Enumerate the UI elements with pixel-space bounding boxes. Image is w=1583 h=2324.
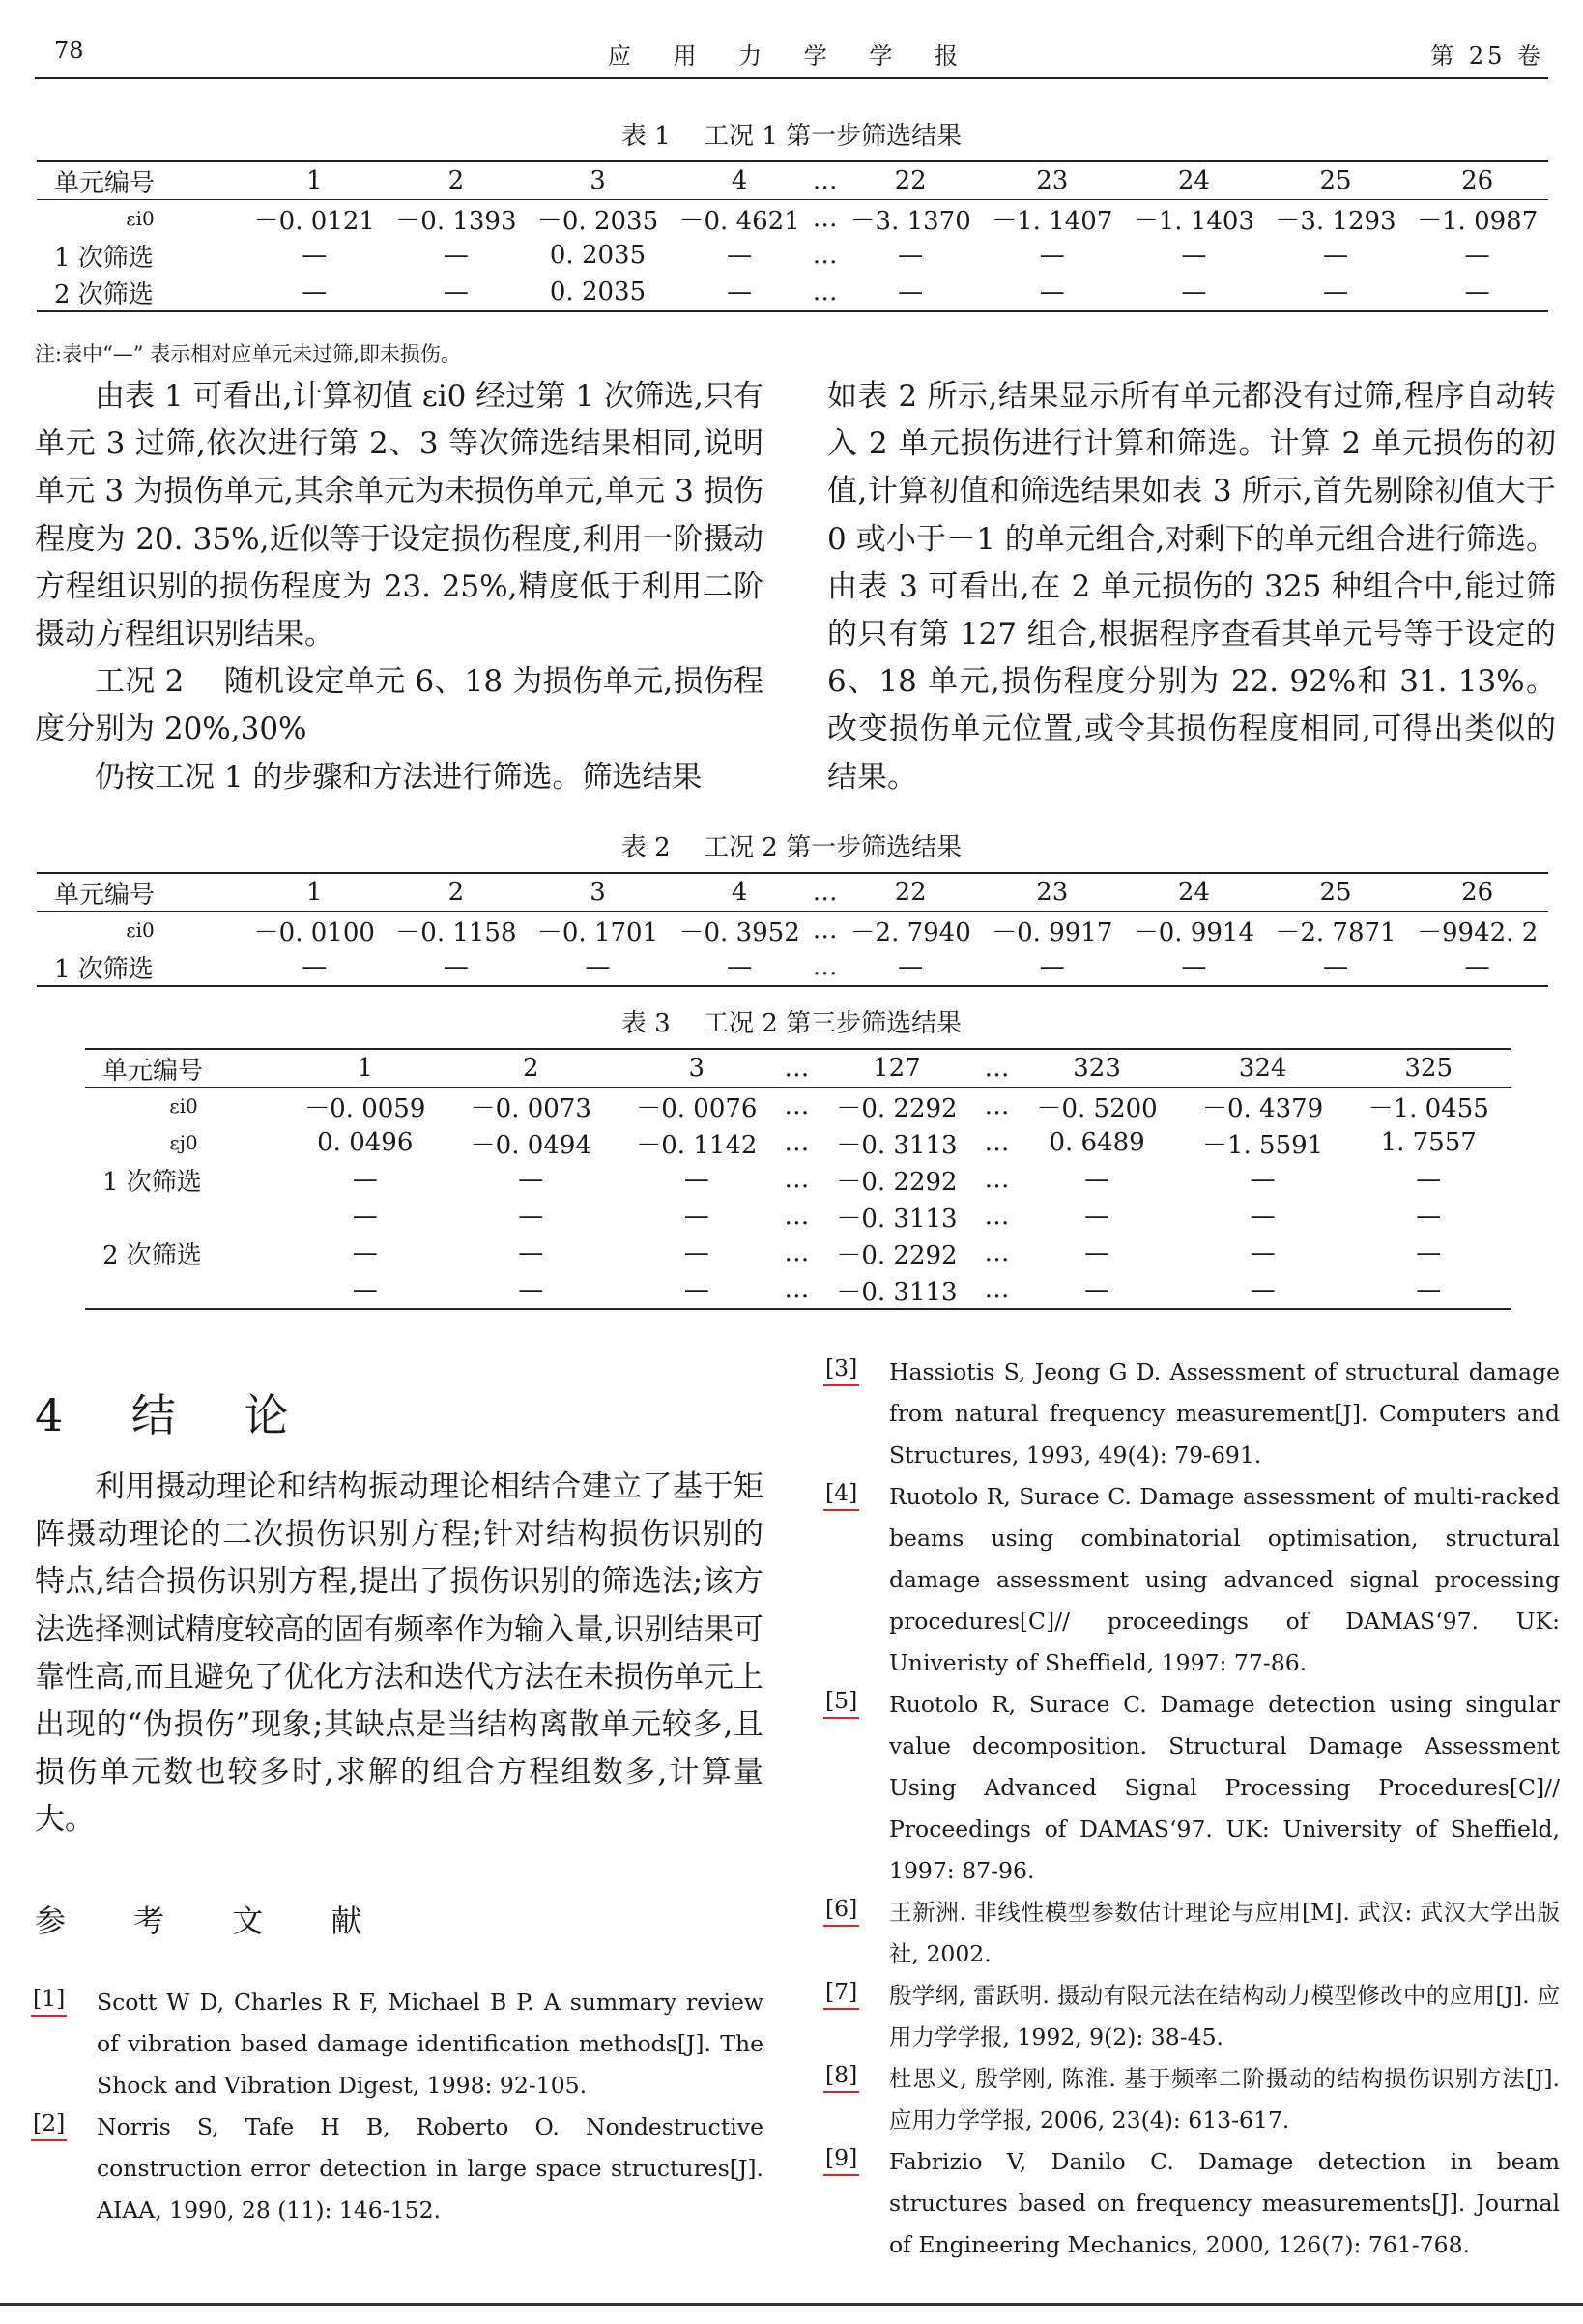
table-cell: — [683, 1275, 709, 1304]
table-cell: －0. 0121 [253, 206, 375, 236]
table-cell: －0. 2035 [536, 206, 659, 236]
table-header-cell: 1 [244, 873, 386, 912]
table-cell: — [352, 1165, 378, 1194]
table-cell: －1. 0455 [1367, 1093, 1489, 1123]
paragraph: 仍按工况 1 的步骤和方法进行筛选。筛选结果 [95, 759, 703, 795]
table-cell [85, 1271, 282, 1309]
table-header-cell: 23 [981, 873, 1123, 912]
table-cell: －0. 3113 [836, 1204, 958, 1234]
table-cell: — [1039, 277, 1065, 306]
table-cell: — [898, 241, 924, 270]
table-cell: －1. 0987 [1417, 206, 1539, 236]
table1-note: 注:表中“—” 表示相对应单元未过筛,即未损伤。 [35, 342, 461, 365]
table-header-cell: … [810, 873, 839, 912]
table-cell: — [1039, 952, 1065, 981]
table-header-row [37, 161, 1548, 200]
table-cell: — [1250, 1238, 1276, 1267]
table-cell: — [1181, 241, 1207, 270]
table-header-cell: 22 [840, 161, 982, 200]
table-cell: — [1416, 1165, 1442, 1194]
table-row [85, 1161, 1511, 1198]
table-cell: －0. 2292 [836, 1240, 958, 1270]
table-cell: －0. 0073 [470, 1093, 591, 1123]
table-cell: 1 次筛选 [54, 954, 154, 984]
table-header-cell: 1 [244, 161, 386, 200]
table-header-cell: 3 [527, 161, 669, 200]
table1-caption: 表 1 工况 1 第一步筛选结果 [620, 122, 963, 151]
table-cell: －0. 4621 [678, 206, 800, 236]
volume-label: 第 25 卷 [1430, 43, 1544, 70]
reference-text: Ruotolo R, Surace C. Damage detection using singular value decomposition. Structural Damage Assessment Using Advanced Signal Processing Procedures[C]// Proceedings of DAMAS‘97. UK: University of Sheffield, 1997: 87-96. [889, 1691, 1560, 1884]
table-row [85, 1235, 1511, 1271]
table-cell: －0. 3113 [836, 1277, 958, 1307]
table-cell: －0. 0076 [636, 1093, 758, 1123]
table-cell: — [1322, 952, 1348, 981]
section-heading: 4 结 论 [35, 1389, 316, 1441]
table-header-cell: 26 [1406, 161, 1548, 200]
paragraph: 工况 2 随机设定单元 6、18 为损伤单元,损伤程度分别为 20%,30% [35, 664, 763, 747]
running-header [35, 35, 1548, 73]
table-cell: — [683, 1238, 709, 1267]
table-cell: — [585, 952, 611, 981]
reference-item [823, 2058, 1560, 2141]
table-header-cell: … [810, 161, 839, 200]
reference-text: 殷学纲, 雷跃明. 摄动有限元法在结构动力模型修改中的应用[J]. 应用力学学报, 1992, 9(2): 38-45. [889, 1982, 1560, 2050]
table-cell: 2 次筛选 [54, 279, 154, 309]
table-cell: … [784, 1238, 810, 1267]
table-cell: －0. 9917 [992, 917, 1113, 947]
table-cell: －1. 5591 [1201, 1130, 1324, 1160]
table-cell: … [812, 277, 838, 306]
table-header-cell: 3 [527, 873, 669, 912]
table-cell: … [784, 1202, 810, 1231]
table-cell: 1 次筛选 [102, 1167, 202, 1197]
table-cell: … [812, 915, 838, 944]
table-cell: 0. 0496 [317, 1128, 414, 1157]
table-header-cell: … [780, 1049, 815, 1088]
table-header-row [85, 1049, 1511, 1088]
table-header-cell: 2 [386, 873, 528, 912]
table-header-row [37, 873, 1548, 912]
reference-number[interactable]: [6] [823, 1892, 859, 1927]
table-header-cell: 单元编号 [37, 161, 244, 200]
references-right [823, 1351, 1560, 2266]
page-bottom-rule [0, 2303, 1583, 2306]
table-row [37, 912, 1548, 949]
table-header-cell: 323 [1014, 1049, 1180, 1088]
table-cell: εi0 [169, 1094, 198, 1118]
table-cell: －3. 1370 [849, 206, 971, 236]
table-cell: 2 次筛选 [102, 1240, 202, 1270]
table-header-cell: 24 [1123, 161, 1265, 200]
table-cell: －0. 1158 [395, 917, 517, 947]
table-row [85, 1088, 1511, 1125]
table-cell: — [518, 1202, 544, 1231]
table-header-cell: 单元编号 [85, 1049, 282, 1088]
table-cell: －0. 5200 [1036, 1093, 1158, 1123]
reference-number[interactable]: [1] [31, 1982, 67, 2017]
table-cell: －9942. 2 [1417, 917, 1539, 947]
table-cell: — [1250, 1275, 1276, 1304]
table-cell: … [984, 1202, 1010, 1231]
table-cell: — [1464, 241, 1490, 270]
table-header-cell: … [980, 1049, 1015, 1088]
table-cell: — [1416, 1275, 1442, 1304]
reference-text: 王新洲. 非线性模型参数估计理论与应用[M]. 武汉: 武汉大学出版社, 2002. [889, 1899, 1560, 1967]
table-header-cell: 127 [814, 1049, 980, 1088]
header-rule [35, 77, 1548, 79]
table-cell: －0. 3952 [678, 917, 800, 947]
reference-item [823, 1684, 1560, 1892]
table-header-cell: 3 [614, 1049, 780, 1088]
reference-text: Scott W D, Charles R F, Michael B P. A summary review of vibration based damage identification methods[J]. The Shock and Vibration Digest, 1998: 92-105. [97, 1989, 763, 2099]
table-cell: －1. 1403 [1133, 206, 1254, 236]
table-header-cell: 1 [282, 1049, 448, 1088]
table-cell: －0. 2292 [836, 1167, 958, 1197]
table-cell: … [784, 1275, 810, 1304]
table-cell: — [1250, 1165, 1276, 1194]
table-cell: … [812, 241, 838, 270]
left-column [35, 373, 763, 801]
references-heading: 参 考 文 献 [35, 1903, 391, 1939]
table-cell: — [1084, 1165, 1110, 1194]
table-cell: 0. 2035 [549, 277, 647, 306]
table-cell: 1 次筛选 [54, 243, 154, 273]
table-cell: — [352, 1275, 378, 1304]
table-header-cell: 24 [1123, 873, 1265, 912]
paragraph: 由表 1 可看出,计算初值 εi0 经过第 1 次筛选,只有单元 3 过筛,依次进行第 2、3 等次筛选结果相同,说明单元 3 为损伤单元,其余单元为未损伤单元,单元 3 损伤程度为 20. 35%,近似等于设定损伤程度,利用一阶摄动方程组识别的损伤程度为 23. 25%,精度低于利用二阶摄动方程组识别结果。 [35, 379, 763, 653]
table-row [37, 200, 1548, 238]
reference-text: 杜思义, 殷学刚, 陈淮. 基于频率二阶摄动的结构损伤识别方法[J]. 应用力学学报, 2006, 23(4): 613-617. [889, 2065, 1560, 2134]
table-cell: — [1250, 1202, 1276, 1231]
table2-caption: 表 2 工况 2 第一步筛选结果 [620, 833, 963, 862]
table-cell: — [727, 277, 753, 306]
reference-item [823, 1351, 1560, 1476]
table-cell: — [1322, 241, 1348, 270]
table3-caption: 表 3 工况 2 第三步筛选结果 [620, 1009, 963, 1038]
table-header-cell: 324 [1180, 1049, 1346, 1088]
table-cell: — [302, 241, 328, 270]
table-cell: — [518, 1238, 544, 1267]
table-cell: －0. 4379 [1201, 1093, 1324, 1123]
table-cell: — [898, 277, 924, 306]
table-cell: — [1084, 1202, 1110, 1231]
reference-number[interactable]: [7] [823, 1975, 859, 2010]
table-cell: — [352, 1238, 378, 1267]
table-cell: εj0 [169, 1131, 198, 1154]
table-cell: －0. 3113 [836, 1130, 958, 1160]
table-cell: — [683, 1165, 709, 1194]
paragraph: 利用摄动理论和结构振动理论相结合建立了基于矩阵摄动理论的二次损伤识别方程;针对结构损伤识别的特点,结合损伤识别方程,提出了损伤识别的筛选法;该方法选择测试精度较高的固有频率作为输入量,识别结果可靠性高,而且避免了优化方法和迭代方法在未损伤单元上出现的“伪损伤”现象;其缺点是当结构离散单元较多,且损伤单元数也较多时,求解的组合方程组数多,计算量大。 [35, 1469, 763, 1838]
table-header-cell: 25 [1265, 873, 1407, 912]
table-header-cell: 23 [981, 161, 1123, 200]
table-cell: … [812, 952, 838, 981]
table-header-cell: 2 [448, 1049, 615, 1088]
table-cell: －0. 1701 [536, 917, 659, 947]
reference-number[interactable]: [3] [823, 1351, 859, 1386]
reference-number[interactable]: [2] [31, 2106, 67, 2141]
table-cell: — [443, 952, 469, 981]
table-cell: — [727, 952, 753, 981]
reference-text: Ruotolo R, Surace C. Damage assessment of multi-racked beams using combinatorial optimisation, structural damage assessment using advanced signal processing procedures[C]// proceedings of DAMAS‘97. UK: Univeristy of Sheffield, 1997: 77-86. [889, 1483, 1560, 1676]
reference-item [31, 2106, 763, 2231]
table-row [37, 948, 1548, 986]
table-cell: … [984, 1165, 1010, 1194]
right-column [827, 373, 1556, 801]
table-cell: — [1181, 952, 1207, 981]
table-cell: — [302, 952, 328, 981]
reference-number[interactable]: [8] [823, 2058, 859, 2093]
table-cell: … [784, 1128, 810, 1157]
table-cell: — [302, 277, 328, 306]
table-cell: －0. 1393 [395, 206, 517, 236]
table-header-cell: 325 [1345, 1049, 1511, 1088]
page-number: 78 [54, 37, 84, 64]
table-cell: — [1084, 1275, 1110, 1304]
journal-title: 应 用 力 学 学 报 [607, 43, 976, 70]
table-cell: — [1039, 241, 1065, 270]
table-cell: — [727, 241, 753, 270]
reference-item [823, 2141, 1560, 2266]
table-header-cell: 4 [669, 161, 811, 200]
table-cell: … [784, 1165, 810, 1194]
table-cell: －1. 1407 [992, 206, 1113, 236]
table-row [85, 1198, 1511, 1235]
table-cell: －3. 1293 [1275, 206, 1396, 236]
reference-item [31, 1982, 763, 2106]
table1 [37, 160, 1548, 312]
table-header-cell: 4 [669, 873, 811, 912]
table-cell: — [1464, 952, 1490, 981]
table-row [85, 1124, 1511, 1161]
table-cell: — [1322, 277, 1348, 306]
table-cell: — [518, 1165, 544, 1194]
table3 [85, 1048, 1511, 1310]
table-cell: — [443, 241, 469, 270]
table-cell: — [1416, 1238, 1442, 1267]
table-cell: －0. 0100 [253, 917, 375, 947]
table-cell: — [1416, 1202, 1442, 1231]
table-cell: — [683, 1202, 709, 1231]
table-cell: －0. 1142 [636, 1130, 758, 1160]
table-row [37, 274, 1548, 311]
table-cell: — [1084, 1238, 1110, 1267]
reference-item [823, 1892, 1560, 1975]
conclusion-body [35, 1464, 763, 1845]
table-cell: 0. 2035 [549, 241, 647, 270]
table-cell: — [352, 1202, 378, 1231]
table-cell: — [518, 1275, 544, 1304]
table-cell: — [898, 952, 924, 981]
reference-number[interactable]: [9] [823, 2141, 859, 2176]
table-row [85, 1271, 1511, 1309]
reference-text: Fabrizio V, Danilo C. Damage detection in beam structures based on frequency measurements[J]. Journal of Engineering Mechanics, 2000, 126(7): 761-768. [889, 2148, 1560, 2258]
table-header-cell: 单元编号 [37, 873, 244, 912]
reference-text: Hassiotis S, Jeong G D. Assessment of structural damage from natural frequency measurement[J]. Computers and Structures, 1993, 49(4): 79-691. [889, 1358, 1560, 1468]
table-cell: … [984, 1128, 1010, 1157]
reference-number[interactable]: [5] [823, 1684, 859, 1719]
table-cell: … [984, 1275, 1010, 1304]
table-cell: －0. 0059 [304, 1093, 426, 1123]
table-cell: 1. 7557 [1380, 1128, 1477, 1157]
table-cell: εi0 [126, 918, 155, 942]
table-cell: －2. 7871 [1275, 917, 1396, 947]
table-header-cell: 26 [1406, 873, 1548, 912]
table-header-cell: 22 [840, 873, 982, 912]
reference-text: Norris S, Tafe H B, Roberto O. Nondestructive construction error detection in large space structures[J]. AIAA, 1990, 28 (11): 146-152. [97, 2113, 763, 2223]
paragraph: 如表 2 所示,结果显示所有单元都没有过筛,程序自动转入 2 单元损伤进行计算和筛选。计算 2 单元损伤的初值,计算初值和筛选结果如表 3 所示,首先剔除初值大于 0 或小于－1 的单元组合,对剩下的单元组合进行筛选。由表 3 可看出,在 2 单元损伤的 325 种组合中,能过筛的只有第 127 组合,根据程序查看其单元号等于设定的 6、18 单元,损伤程度分别为 22. 92%和 31. 13%。改变损伤单元位置,或令其损伤程度相同,可得出类似的结果。 [827, 379, 1556, 795]
table-cell [85, 1198, 282, 1235]
table-cell: … [984, 1091, 1010, 1120]
reference-item [823, 1476, 1560, 1684]
table-cell: — [1464, 277, 1490, 306]
references-left [31, 1982, 763, 2231]
table-cell: … [812, 204, 838, 233]
table-cell: 0. 6489 [1049, 1128, 1145, 1157]
table-header-cell: 25 [1265, 161, 1407, 200]
table-cell: εi0 [126, 207, 155, 230]
table-cell: －0. 2292 [836, 1093, 958, 1123]
table2 [37, 872, 1548, 987]
table-cell: — [443, 277, 469, 306]
table-cell: －0. 9914 [1133, 917, 1254, 947]
table-cell: … [984, 1238, 1010, 1267]
reference-number[interactable]: [4] [823, 1476, 859, 1511]
reference-item [823, 1975, 1560, 2058]
table-header-cell: 2 [386, 161, 528, 200]
table-cell: — [1181, 277, 1207, 306]
table-cell: －0. 0494 [470, 1130, 591, 1160]
table-cell: … [784, 1091, 810, 1120]
table-row [37, 237, 1548, 274]
table-cell: －2. 7940 [849, 917, 971, 947]
